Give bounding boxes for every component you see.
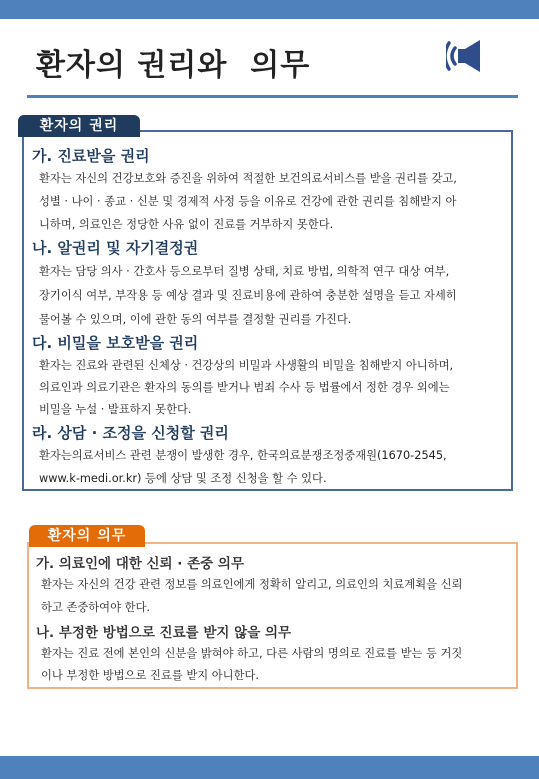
rights-text-line: 성별 · 나이 · 종교 · 신분 및 경제적 사정 등을 이유로 건강에 관한 권리를 침해받지 아	[39, 195, 457, 208]
rights-heading-4: 라. 상담 · 조정을 신청할 권리	[32, 424, 229, 442]
duties-text-line: 환자는 자신의 건강 관련 정보를 의료인에게 정확히 알리고, 의료인의 치료계획을 신뢰	[41, 578, 463, 591]
rights-text-line: 니하며, 의료인은 정당한 사유 없이 진료를 거부하지 못한다.	[39, 218, 334, 231]
duties-text-line: 하고 존중하여야 한다.	[41, 601, 150, 614]
duties-heading-2: 나. 부정한 방법으로 진료를 받지 않을 의무	[36, 625, 292, 641]
rights-text-line: 비밀을 누설 · 발표하지 못한다.	[39, 403, 192, 416]
rights-heading-3: 다. 비밀을 보호받을 권리	[32, 334, 199, 352]
rights-text-line: 환자는 담당 의사 · 간호사 등으로부터 질병 상태, 치료 방법, 의학적 연구 대상 여부,	[39, 265, 450, 278]
rights-text-line: 물어볼 수 있으며, 이에 관한 동의 여부를 결정할 권리를 가진다.	[39, 313, 352, 326]
rights-text-line: 환자는의료서비스 관련 분쟁이 발생한 경우, 한국의료분쟁조정중재원(1670-2545,	[39, 449, 447, 462]
duties-text-line: 이나 부정한 방법으로 진료를 받지 아니한다.	[41, 669, 259, 682]
duties-tab: 환자의 의무	[29, 525, 145, 547]
rights-box	[22, 130, 513, 491]
rights-text-line: 환자는 진료와 관련된 신체상 · 건강상의 비밀과 사생활의 비밀을 침해받지 아니하며,	[39, 359, 454, 372]
rights-heading-1: 가. 진료받을 권리	[32, 147, 150, 165]
rights-text-line: 환자는 자신의 건강보호와 증진을 위하여 적절한 보건의료서비스를 받을 권리를 갖고,	[39, 172, 457, 185]
duties-heading-1: 가. 의료인에 대한 신뢰 · 존중 의무	[36, 556, 244, 572]
top-bar	[0, 0, 539, 19]
duties-box	[27, 542, 518, 689]
page-title: 환자의 권리와 의무	[36, 48, 311, 83]
rights-text-line: 의료인과 의료기관은 환자의 동의를 받거나 범죄 수사 등 법률에서 정한 경우 외에는	[39, 381, 450, 394]
title-divider	[27, 95, 518, 98]
speaker-icon	[446, 36, 492, 76]
rights-text-line: www.k-medi.or.kr) 등에 상담 및 조정 신청을 할 수 있다.	[39, 472, 327, 485]
duties-text-line: 환자는 진료 전에 본인의 신분을 밝혀야 하고, 다른 사람의 명의로 진료를 받는 등 거짓	[41, 647, 463, 660]
rights-text-line: 장기이식 여부, 부작용 등 예상 결과 및 진료비용에 관하여 충분한 설명을 듣고 자세히	[39, 289, 457, 302]
rights-heading-2: 나. 알권리 및 자기결정권	[32, 239, 199, 257]
rights-tab: 환자의 권리	[18, 115, 140, 137]
bottom-bar	[0, 756, 539, 779]
